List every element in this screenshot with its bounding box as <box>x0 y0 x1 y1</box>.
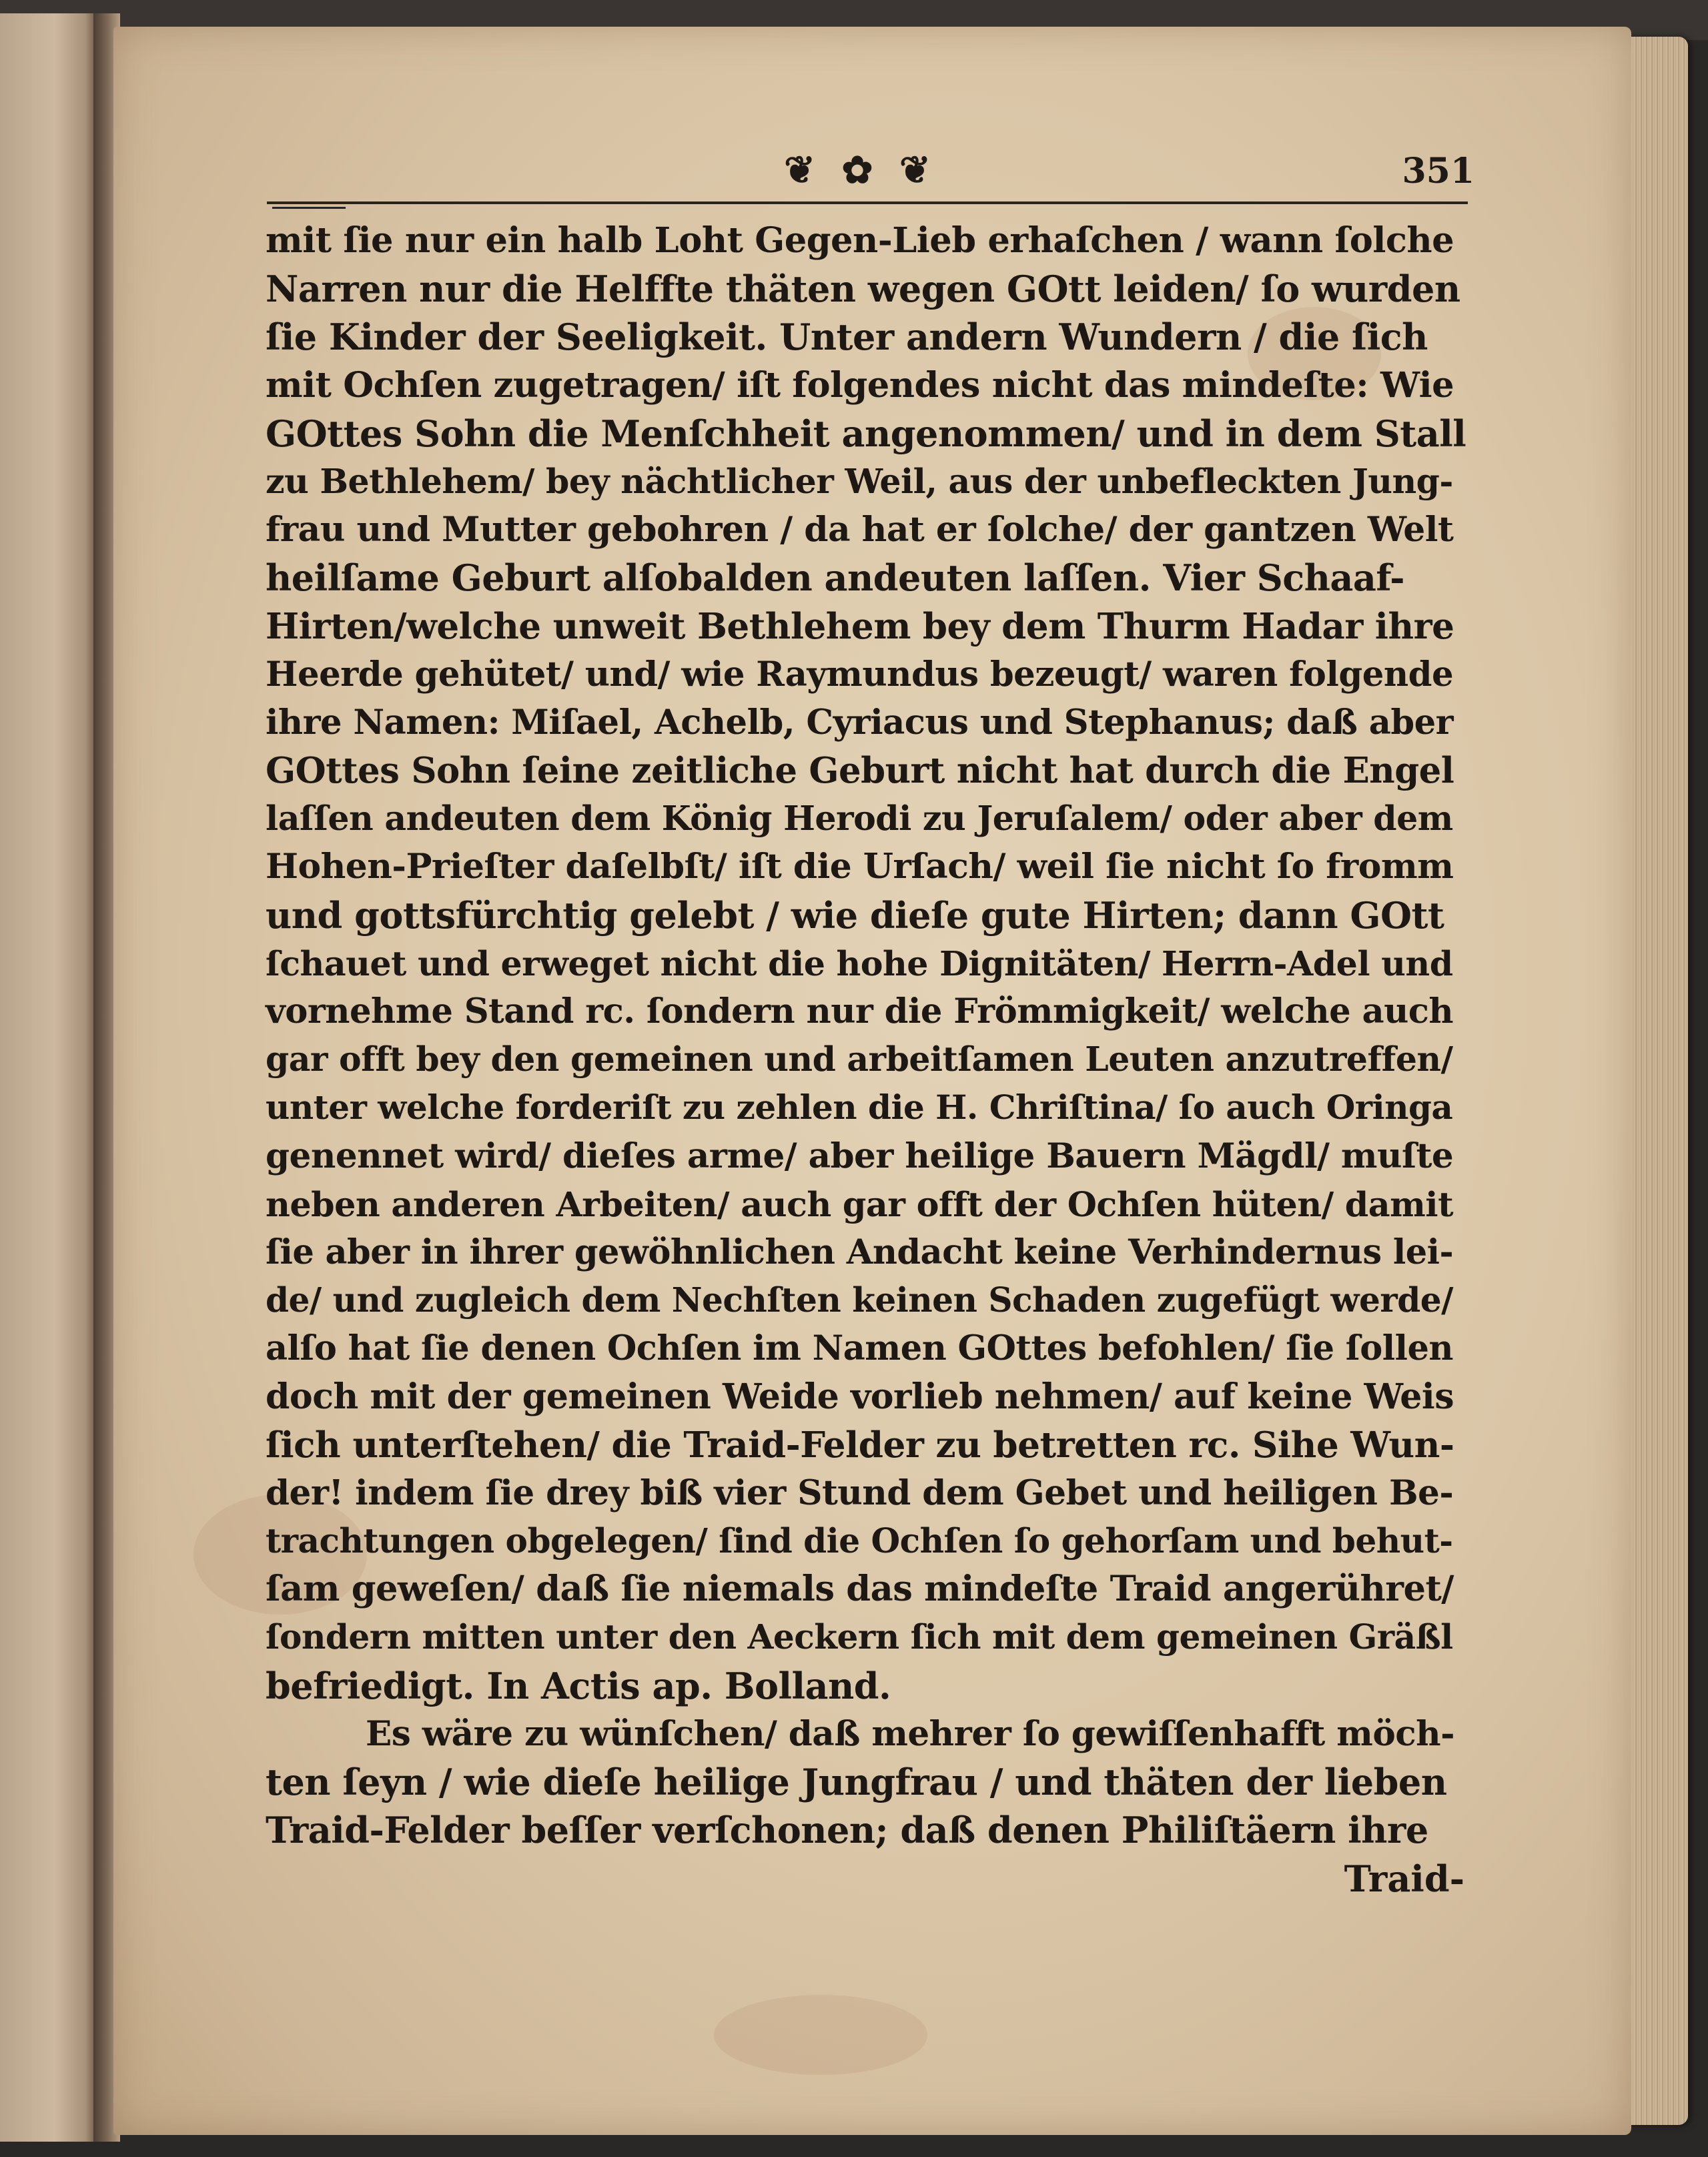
text-line: Narren nur die Helffte thäten wegen GOtt leiden/ ſo wurden <box>266 268 1460 311</box>
text-line: mit Ochſen zugetragen/ iſt folgendes nicht das mindeſte: Wie <box>266 364 1454 406</box>
text-line: ten ſeyn / wie dieſe heilige Jungfrau / und thäten der lieben <box>266 1761 1447 1803</box>
header-rule <box>267 201 1468 204</box>
header-rule-accent <box>272 207 346 209</box>
text-line: Heerde gehütet/ und/ wie Raymundus bezeugt/ waren folgende <box>266 654 1454 695</box>
text-line: laſſen andeuten dem König Herodi zu Jeruſalem/ oder aber dem <box>266 799 1453 839</box>
text-line: vornehme Stand rc. ſondern nur die Frömmigkeit/ welche auch <box>266 991 1454 1031</box>
text-line: gar offt bey den gemeinen und arbeitſamen Leuten anzutreffen/ <box>266 1039 1453 1080</box>
text-line: neben anderen Arbeiten/ auch gar offt der Ochſen hüten/ damit <box>266 1184 1453 1224</box>
header-ornament: ❦ ✿ ❦ <box>784 148 937 192</box>
text-line: Hohen-Prieſter daſelbſt/ iſt die Urſach/ weil ſie nicht ſo fromm <box>266 846 1454 887</box>
text-line: ſie aber in ihrer gewöhnlichen Andacht keine Verhindernus lei- <box>266 1232 1454 1272</box>
text-line: der! indem ſie drey biß vier Stund dem Gebet und heiligen Be- <box>266 1472 1454 1513</box>
text-line: GOttes Sohn die Menſchheit angenommen/ und in dem Stall <box>266 412 1466 455</box>
text-line: mit ſie nur ein halb Loht Gegen-Lieb erhaſchen / wann ſolche <box>266 220 1454 261</box>
page-number: 351 <box>1402 151 1474 191</box>
text-line: GOttes Sohn ſeine zeitliche Geburt nicht hat durch die Engel <box>266 750 1454 792</box>
text-line: doch mit der gemeinen Weide vorlieb nehmen/ auf keine Weis <box>266 1376 1454 1417</box>
text-line: alſo hat ſie denen Ochſen im Namen GOttes befohlen/ ſie ſollen <box>266 1328 1453 1369</box>
text-line: befriedigt. In Actis ap. Bolland. <box>266 1664 891 1707</box>
text-line: zu Bethlehem/ bey nächtlicher Weil, aus der unbefleckten Jung- <box>266 461 1453 501</box>
text-line: trachtungen obgelegen/ ſind die Ochſen ſo gehorſam und behut- <box>266 1521 1453 1561</box>
text-line: Hirten/welche unweit Bethlehem bey dem Thurm Hadar ihre <box>266 604 1454 647</box>
text-line: ſich unterſtehen/ die Traid-Felder zu betretten rc. Sihe Wun- <box>266 1423 1454 1466</box>
text-line: ſam geweſen/ daß ſie niemals das mindeſte Traid angerühret/ <box>266 1569 1454 1610</box>
text-line: heilſame Geburt alſobalden andeuten laſſen. Vier Schaaf- <box>266 556 1405 600</box>
text-line: unter welche forderiſt zu zehlen die H. Chriſtina/ ſo auch Oringa <box>266 1088 1453 1128</box>
text-line: ihre Namen: Miſael, Achelb, Cyriacus und Stephanus; daß aber <box>266 702 1454 743</box>
text-line: de/ und zugleich dem Nechſten keinen Schaden zugefügt werde/ <box>266 1280 1453 1320</box>
paragraph-start-line: Es wäre zu wünſchen/ daß mehrer ſo gewiſſenhafft möch- <box>366 1713 1455 1754</box>
text-line: und gottsfürchtig gelebt / wie dieſe gute Hirten; dann GOtt <box>266 893 1444 937</box>
text-line: frau und Mutter gebohren / da hat er ſolche/ der gantzen Welt <box>266 509 1454 550</box>
catchword: Traid- <box>1344 1857 1464 1900</box>
facing-page-edge <box>0 13 100 2142</box>
body-text <box>266 217 1466 1854</box>
text-line: genennet wird/ dieſes arme/ aber heilige Bauern Mägdl/ muſte <box>266 1136 1454 1176</box>
text-line: ſie Kinder der Seeligkeit. Unter andern Wundern / die ſich <box>266 316 1428 359</box>
text-line: ſchauet und erweget nicht die hohe Dignitäten/ Herrn-Adel und <box>266 943 1453 983</box>
text-line: Traid-Felder beſſer verſchonen; daß denen Philiſtäern ihre <box>266 1809 1428 1852</box>
text-line: ſondern mitten unter den Aeckern ſich mit dem gemeinen Gräßl <box>266 1617 1453 1657</box>
page-edges <box>1628 37 1688 2125</box>
paper-stain <box>714 1995 927 2075</box>
